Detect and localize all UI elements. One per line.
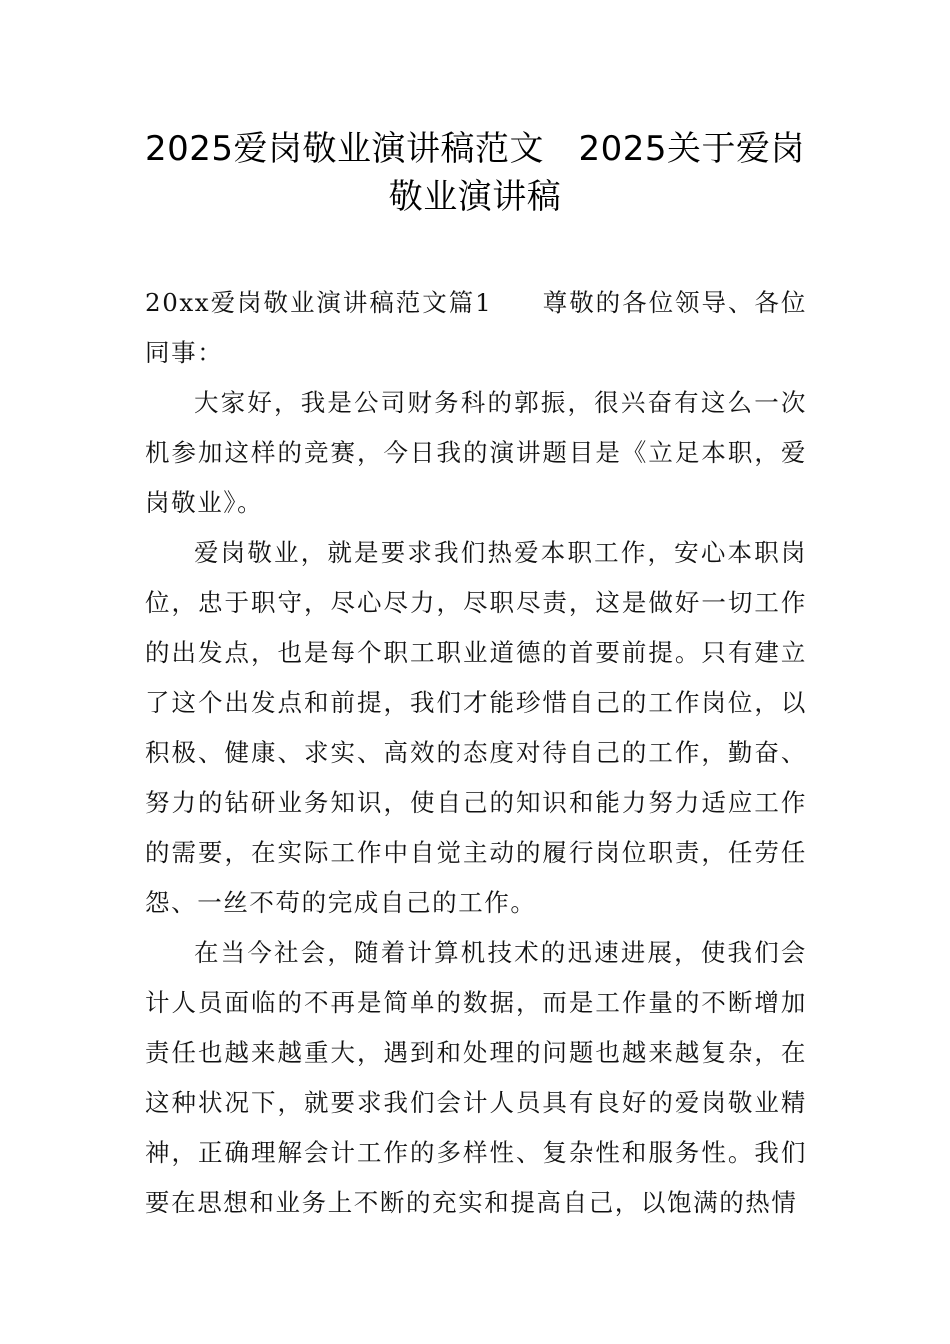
paragraph-2: 爱岗敬业，就是要求我们热爱本职工作，安心本职岗位，忠于职守，尽心尽力，尽职尽责，这是做好一切工作的出发点，也是每个职工职业道德的首要前提。只有建立了这个出发点和前提，我们才能珍惜自己的工作岗位，以积极、健康、求实、高效的态度对待自己的工作，勤奋、努力的钻研业务知识，使自己的知识和能力努力适应工作的需要，在实际工作中自觉主动的履行岗位职责，任劳任怨、一丝不苟的完成自己的工作。: [145, 538, 807, 917]
section-subheading: 20xx爱岗敬业演讲稿范文篇1: [145, 288, 493, 317]
intro-line: [145, 278, 807, 378]
paragraph-3: 在当今社会，随着计算机技术的迅速进展，使我们会计人员面临的不再是简单的数据，而是工作量的不断增加责任也越来越重大，遇到和处理的问题也越来越复杂，在这种状况下，就要求我们会计人员具有良好的爱岗敬业精神，正确理解会计工作的多样性、复杂性和服务性。我们要在思想和业务上不断的充实和提高自己，以饱满的热情: [145, 938, 807, 1217]
document-title: [120, 125, 830, 221]
document-body: [145, 278, 807, 1228]
salutation: 尊敬的各位领导、各位同事：: [145, 288, 807, 367]
title-line-1: 2025爱岗敬业演讲稿范文 2025关于爱岗: [144, 129, 806, 169]
paragraph-1: 大家好，我是公司财务科的郭振，很兴奋有这么一次机参加这样的竞赛，今日我的演讲题目是《立足本职，爱岗敬业》。: [145, 388, 807, 517]
title-line-2: 敬业演讲稿: [388, 177, 562, 217]
